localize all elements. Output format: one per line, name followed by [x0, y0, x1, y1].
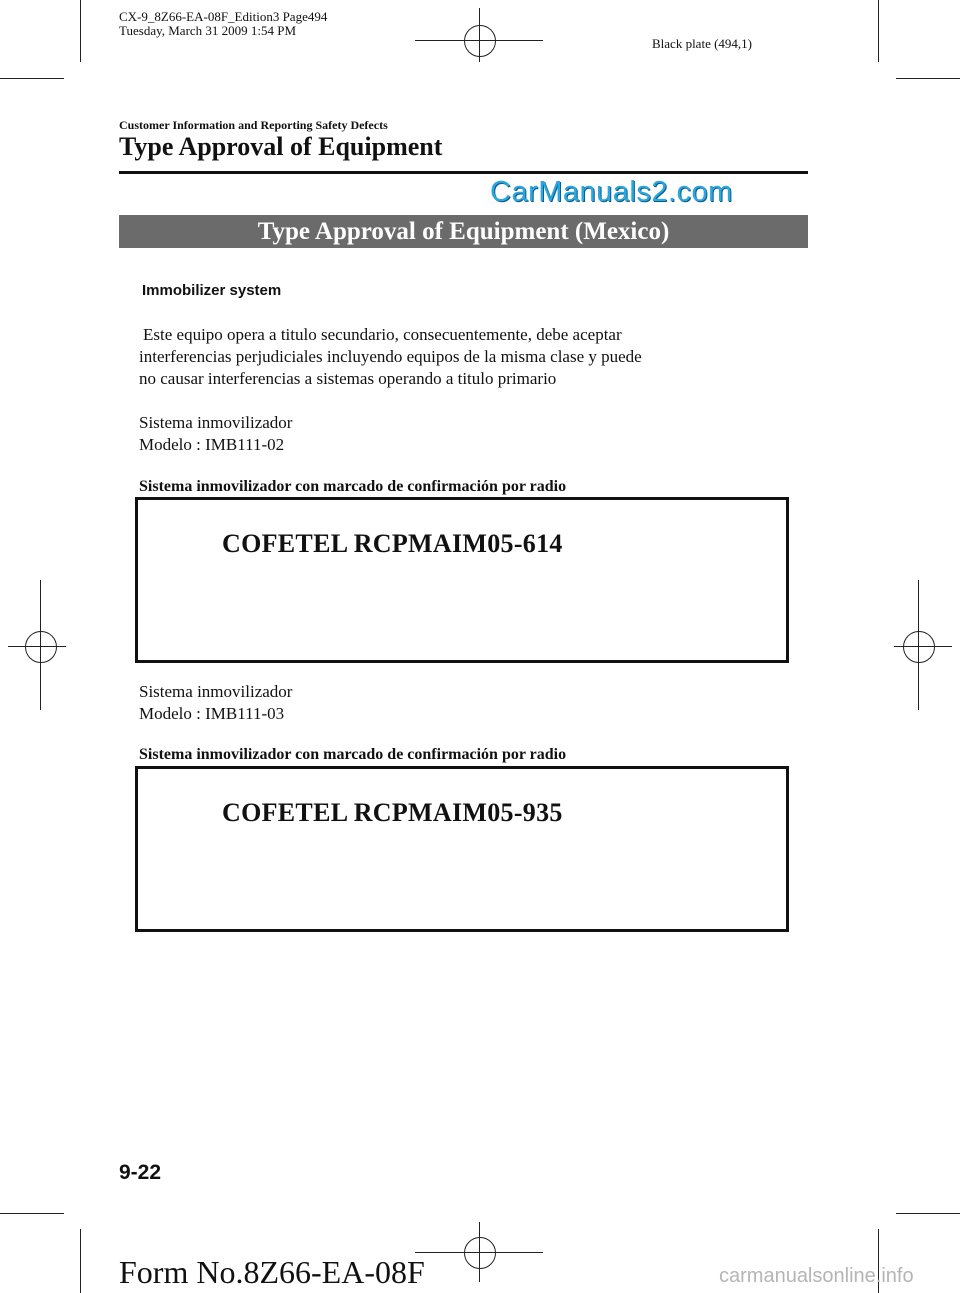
cofetel-code: COFETEL RCPMAIM05-935 [222, 798, 563, 827]
paragraph [139, 324, 739, 390]
system-name: Sistema inmovilizador [139, 682, 293, 701]
section-banner: Type Approval of Equipment (Mexico) [119, 215, 808, 248]
page-number: 9-22 [119, 1161, 162, 1184]
confirmation-label: Sistema inmovilizador con marcado de confirmación por radio [139, 478, 567, 495]
form-number: Form No.8Z66-EA-08F [119, 1254, 425, 1290]
paragraph-line: no causar interferencias a sistemas operando a titulo primario [139, 369, 557, 388]
watermark-top[interactable]: CarManuals2.com [490, 176, 733, 208]
paragraph-line: Este equipo opera a titulo secundario, consecuentemente, debe aceptar [143, 325, 622, 344]
cofetel-code: COFETEL RCPMAIM05-614 [222, 529, 563, 558]
print-date: Tuesday, March 31 2009 1:54 PM [119, 23, 297, 38]
subheading: Immobilizer system [142, 282, 282, 299]
watermark-bottom[interactable]: carmanualsonline.info [719, 1265, 914, 1287]
page-title: Type Approval of Equipment [119, 132, 443, 161]
paragraph-line: interferencias perjudiciales incluyendo equipos de la misma clase y puede [139, 347, 642, 366]
cofetel-box [135, 497, 789, 663]
plate-info: Black plate (494,1) [652, 36, 752, 51]
section-label: Customer Information and Reporting Safety Defects [119, 118, 388, 132]
cofetel-box [135, 766, 789, 932]
system-name: Sistema inmovilizador [139, 413, 293, 432]
title-rule [119, 171, 808, 174]
model-number: Modelo : IMB111-02 [139, 435, 285, 454]
confirmation-label: Sistema inmovilizador con marcado de confirmación por radio [139, 746, 567, 763]
file-info: CX-9_8Z66-EA-08F_Edition3 Page494 [119, 9, 328, 24]
model-number: Modelo : IMB111-03 [139, 704, 285, 723]
